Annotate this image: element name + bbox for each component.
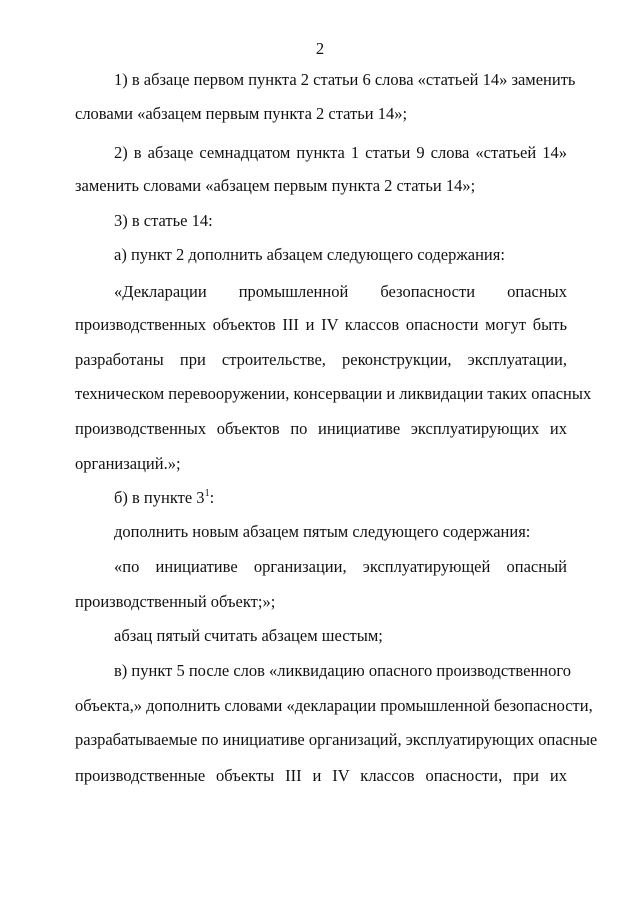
line-text: :	[209, 488, 215, 507]
paragraph-line: разрабатываемые по инициативе организаций, эксплуатирующих опасные	[75, 730, 598, 749]
paragraph-line: объекта,» дополнить словами «декларации промышленной безопасности,	[75, 696, 593, 715]
paragraph-line: производственных объектов III и IV классов опасности могут быть	[75, 315, 567, 334]
paragraph-line: разработаны при строительстве, реконструкции, эксплуатации,	[75, 350, 567, 369]
paragraph-line: в) пункт 5 после слов «ликвидацию опасного производственного	[114, 661, 571, 680]
paragraph-line: производственные объекты III и IV классов опасности, при их	[75, 766, 567, 785]
paragraph-line	[114, 488, 567, 508]
paragraph-line: 1) в абзаце первом пункта 2 статьи 6 слова «статьей 14» заменить	[114, 70, 576, 89]
paragraph-line: производственных объектов по инициативе эксплуатирующих их	[75, 419, 567, 438]
paragraph-line: «Декларации промышленной безопасности опасных	[114, 282, 567, 301]
paragraph-line: «по инициативе организации, эксплуатирующей опасный	[114, 557, 567, 576]
paragraph-line: 3) в статье 14:	[114, 211, 213, 230]
paragraph-line: техническом перевооружении, консервации и ликвидации таких опасных	[75, 384, 592, 403]
paragraph-line: 2) в абзаце семнадцатом пункта 1 статьи 9 слова «статьей 14»	[114, 143, 567, 162]
paragraph-line: производственный объект;»;	[75, 592, 276, 611]
paragraph-line: а) пункт 2 дополнить абзацем следующего содержания:	[114, 245, 505, 264]
line-text: б) в пункте 3	[114, 488, 205, 507]
paragraph-line: словами «абзацем первым пункта 2 статьи 14»;	[75, 104, 408, 123]
paragraph-line: дополнить новым абзацем пятым следующего содержания:	[114, 522, 531, 541]
paragraph-line: абзац пятый считать абзацем шестым;	[114, 626, 383, 645]
superscript: 1	[204, 487, 210, 499]
paragraph-line: заменить словами «абзацем первым пункта 2 статьи 14»;	[75, 176, 476, 195]
page-number: 2	[315, 39, 325, 58]
paragraph-line: организаций.»;	[75, 454, 181, 473]
